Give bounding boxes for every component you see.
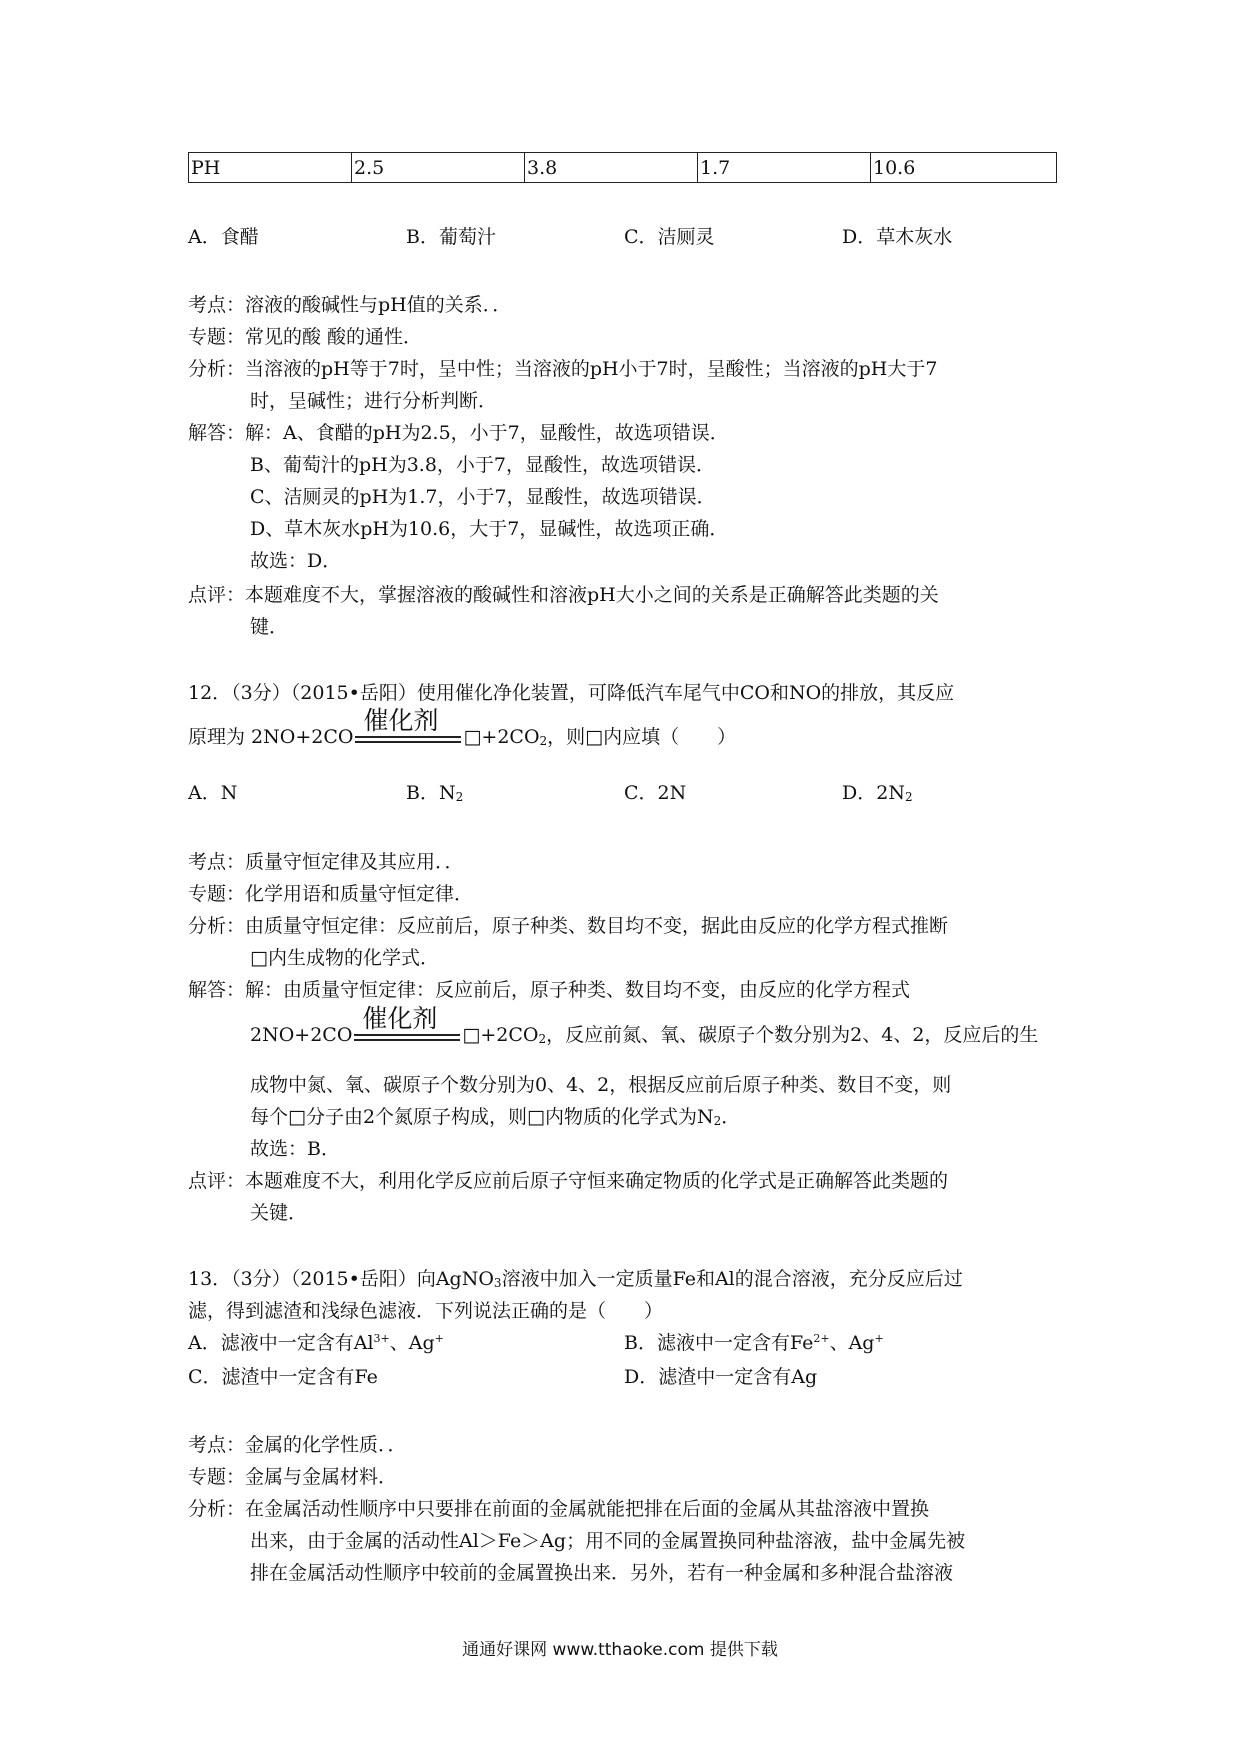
- q13-fenxi-1: 分析：在金属活动性顺序中只要排在前面的金属就能把排在后面的金属从其盐溶液中置换: [188, 1498, 930, 1520]
- q11-jieda-5: 故选：D．: [250, 550, 342, 572]
- q11-jieda-2: B、葡萄汁的pH为3.8，小于7，显酸性，故选项错误．: [250, 454, 716, 476]
- q12-jieda-2: 2NO+2CO 催化剂 $□+2CO_2$，反应前氮、氧、碳原子个数分别为2、4、2，反应后的生: [250, 1004, 1039, 1046]
- q12-jieda-5: 故选：B．: [250, 1138, 340, 1160]
- q12-zhuanti: 专题：化学用语和质量守恒定律．: [188, 883, 474, 905]
- q11-jieda-1: 解答：解：A、食醋的pH为2.5，小于7，显酸性，故选项错误．: [188, 422, 729, 444]
- q11-option-b: B．葡萄汁: [406, 226, 496, 248]
- q12-dianping-2: 关键．: [250, 1202, 308, 1224]
- table-cell: 10.6: [871, 153, 1057, 183]
- q11-zhuanti: 专题：常见的酸 酸的通性．: [188, 326, 423, 348]
- q13-option-b: B．滤液中一定含有$Fe^{2+}$、Ag+: [624, 1332, 884, 1354]
- q12-jieda-4: 每个□分子由2个氮原子构成，则□内物质的化学式为$N_2$．: [250, 1106, 741, 1128]
- q12-option-a: A．N: [188, 782, 238, 804]
- q11-fenxi-1: 分析：当溶液的pH等于7时，呈中性；当溶液的pH小于7时，呈酸性；当溶液的pH大于7: [188, 358, 938, 380]
- q13-zhuanti: 专题：金属与金属材料．: [188, 1466, 398, 1488]
- table-cell: 1.7: [698, 153, 871, 183]
- q13-stem-1: 13．（3分）（2015•岳阳）向AgNO$_3$溶液中加入一定质量Fe和Al的混合溶液，充分反应后过: [188, 1268, 963, 1290]
- q12-option-c: C．2N: [624, 782, 687, 804]
- q11-jieda-3: C、洁厕灵的pH为1.7，小于7，显酸性，故选项错误．: [250, 486, 716, 508]
- q11-kaodian: 考点：溶液的酸碱性与pH值的关系．．: [188, 294, 512, 316]
- q11-option-d: D．草木灰水: [842, 226, 953, 248]
- q12-dianping-1: 点评：本题难度不大，利用化学反应前后原子守恒来确定物质的化学式是正确解答此类题的: [188, 1170, 949, 1192]
- q11-dianping-1: 点评：本题难度不大，掌握溶液的酸碱性和溶液pH大小之间的关系是正确解答此类题的关: [188, 584, 939, 606]
- q13-kaodian: 考点：金属的化学性质．．: [188, 1434, 407, 1456]
- q13-option-d: D．滤渣中一定含有Ag: [624, 1366, 818, 1388]
- catalyst-equals-sign: 催化剂: [355, 727, 461, 749]
- table-cell: 2.5: [352, 153, 525, 183]
- page-footer: 通通好课网 www.tthaoke.com 提供下载: [462, 1640, 778, 1660]
- q12-jieda-3: 成物中氮、氧、碳原子个数分别为0、4、2，根据反应前后原子种类、数目不变，则: [250, 1074, 952, 1096]
- q12-option-d: D．$2N_2$: [842, 782, 913, 804]
- q13-option-c: C．滤渣中一定含有Fe: [188, 1366, 378, 1388]
- q11-fenxi-2: 时，呈碱性；进行分析判断．: [250, 390, 498, 412]
- q13-fenxi-3: 排在金属活动性顺序中较前的金属置换出来．另外，若有一种金属和多种混合盐溶液: [250, 1562, 954, 1584]
- table-cell: 3.8: [525, 153, 698, 183]
- q12-stem-2: 原理为 2NO+2CO 催化剂 $□+2CO_2$，则□内应填（ ）: [188, 706, 737, 748]
- catalyst-equals-sign: 催化剂: [354, 1025, 460, 1047]
- ph-table: [188, 152, 1057, 183]
- q12-kaodian: 考点：质量守恒定律及其应用．．: [188, 851, 464, 873]
- q13-fenxi-2: 出来，由于金属的活动性Al＞Fe＞Ag；用不同的金属置换同种盐溶液，盐中金属先被: [250, 1530, 966, 1552]
- q11-dianping-2: 键．: [250, 616, 289, 638]
- q11-option-a: A．食醋: [188, 226, 259, 248]
- q11-jieda-4: D、草木灰水pH为10.6，大于7，显碱性，故选项正确．: [250, 518, 729, 540]
- q13-option-a: A．滤液中一定含有$Al^{3+}$、Ag+: [188, 1332, 444, 1354]
- q13-stem-2: 滤，得到滤渣和浅绿色滤液．下列说法正确的是（ ）: [188, 1300, 664, 1322]
- q11-option-c: C．洁厕灵: [624, 226, 715, 248]
- q12-fenxi-1: 分析：由质量守恒定律：反应前后，原子种类、数目均不变，据此由反应的化学方程式推断: [188, 915, 949, 937]
- table-cell-label: PH: [189, 153, 352, 183]
- q12-jieda-1: 解答：解：由质量守恒定律：反应前后，原子种类、数目均不变，由反应的化学方程式: [188, 979, 911, 1001]
- q12-stem-1: 12．（3分）（2015•岳阳）使用催化净化装置，可降低汽车尾气中CO和NO的排放，其反应: [188, 682, 955, 704]
- q12-option-b: B．$N_2$: [406, 782, 464, 804]
- table-row: [189, 153, 1057, 183]
- q12-fenxi-2: □内生成物的化学式．: [250, 947, 439, 969]
